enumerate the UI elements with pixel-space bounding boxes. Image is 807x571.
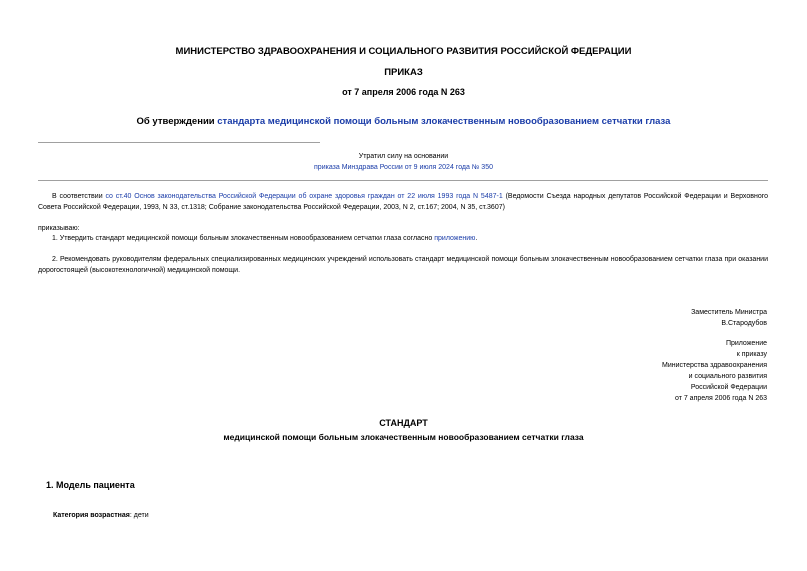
standard-subtitle: медицинской помощи больным злокачественным новообразованием сетчатки глаза <box>223 432 584 442</box>
ministry-heading: МИНИСТЕРСТВО ЗДРАВООХРАНЕНИЯ И СОЦИАЛЬНОГО РАЗВИТИЯ РОССИЙСКОЙ ФЕДЕРАЦИИ <box>175 46 632 57</box>
title-standard-link[interactable]: стандарта медицинской помощи больным злокачественным новообразованием сетчатки глаза <box>217 116 671 127</box>
signature-name: В.Стародубов <box>721 320 767 327</box>
appendix-block <box>662 338 767 404</box>
title-prefix: Об утверждении <box>136 116 218 127</box>
appendix-link[interactable]: приложению <box>434 235 476 242</box>
appendix-line: и социального развития <box>688 373 767 380</box>
item-2: 2. Рекомендовать руководителям федеральных специализированных медицинских учреждений использовать стандарт медицинской помощи больным злокачественным новообразованием сетчатки глаза при оказании дорогостоящей (высокотехнологичной) медицинской помощи. <box>38 256 768 274</box>
item-1-end: . <box>475 235 478 242</box>
order-word: приказываю: <box>38 225 80 232</box>
appendix-line: Приложение <box>725 340 767 347</box>
appendix-line: от 7 апреля 2006 года N 263 <box>674 395 767 402</box>
preamble-part2: (Ведомости Съезда народных депутатов Российской Федерации и Верховного Совета Российской Федерации, 1993, N 33, ст.1318; Собрание законодательства Российской Федерации, 2003, N 2, ст.167; 2004, N 35, ст.3607) <box>38 193 768 211</box>
signature-block <box>691 307 767 329</box>
appendix-line: Министерства здравоохранения <box>662 362 767 369</box>
repeal-note: Утратил силу на основании <box>358 153 449 160</box>
appendix-line: к приказу <box>736 351 767 358</box>
preamble-part1: В соответствии <box>52 193 106 200</box>
age-category-label: Категория возрастная <box>53 512 130 519</box>
item-1-text: 1. Утвердить стандарт медицинской помощи больным злокачественным новообразованием сетчатки глаза согласно <box>52 235 435 242</box>
section-heading: 1. Модель пациента <box>46 480 135 490</box>
age-category-value: : дети <box>129 512 149 519</box>
preamble-paragraph <box>38 192 768 213</box>
item-1 <box>38 234 768 245</box>
repeal-order-link[interactable]: приказа Минздрава России от 9 июля 2024 года № 350 <box>314 164 493 171</box>
law-article-link[interactable]: со ст.40 Основ законодательства Российской Федерации об охране здоровья граждан от 22 июля 1993 года N 5487-1 <box>105 193 503 200</box>
document-date-number: от 7 апреля 2006 года N 263 <box>342 87 465 97</box>
divider-short <box>38 142 320 143</box>
document-title <box>0 116 807 127</box>
signature-position: Заместитель Министра <box>691 309 767 316</box>
age-category <box>53 512 149 519</box>
document-type: ПРИКАЗ <box>384 67 423 78</box>
standard-title: СТАНДАРТ <box>379 418 428 428</box>
divider-full <box>38 180 768 181</box>
appendix-line: Российской Федерации <box>690 384 767 391</box>
